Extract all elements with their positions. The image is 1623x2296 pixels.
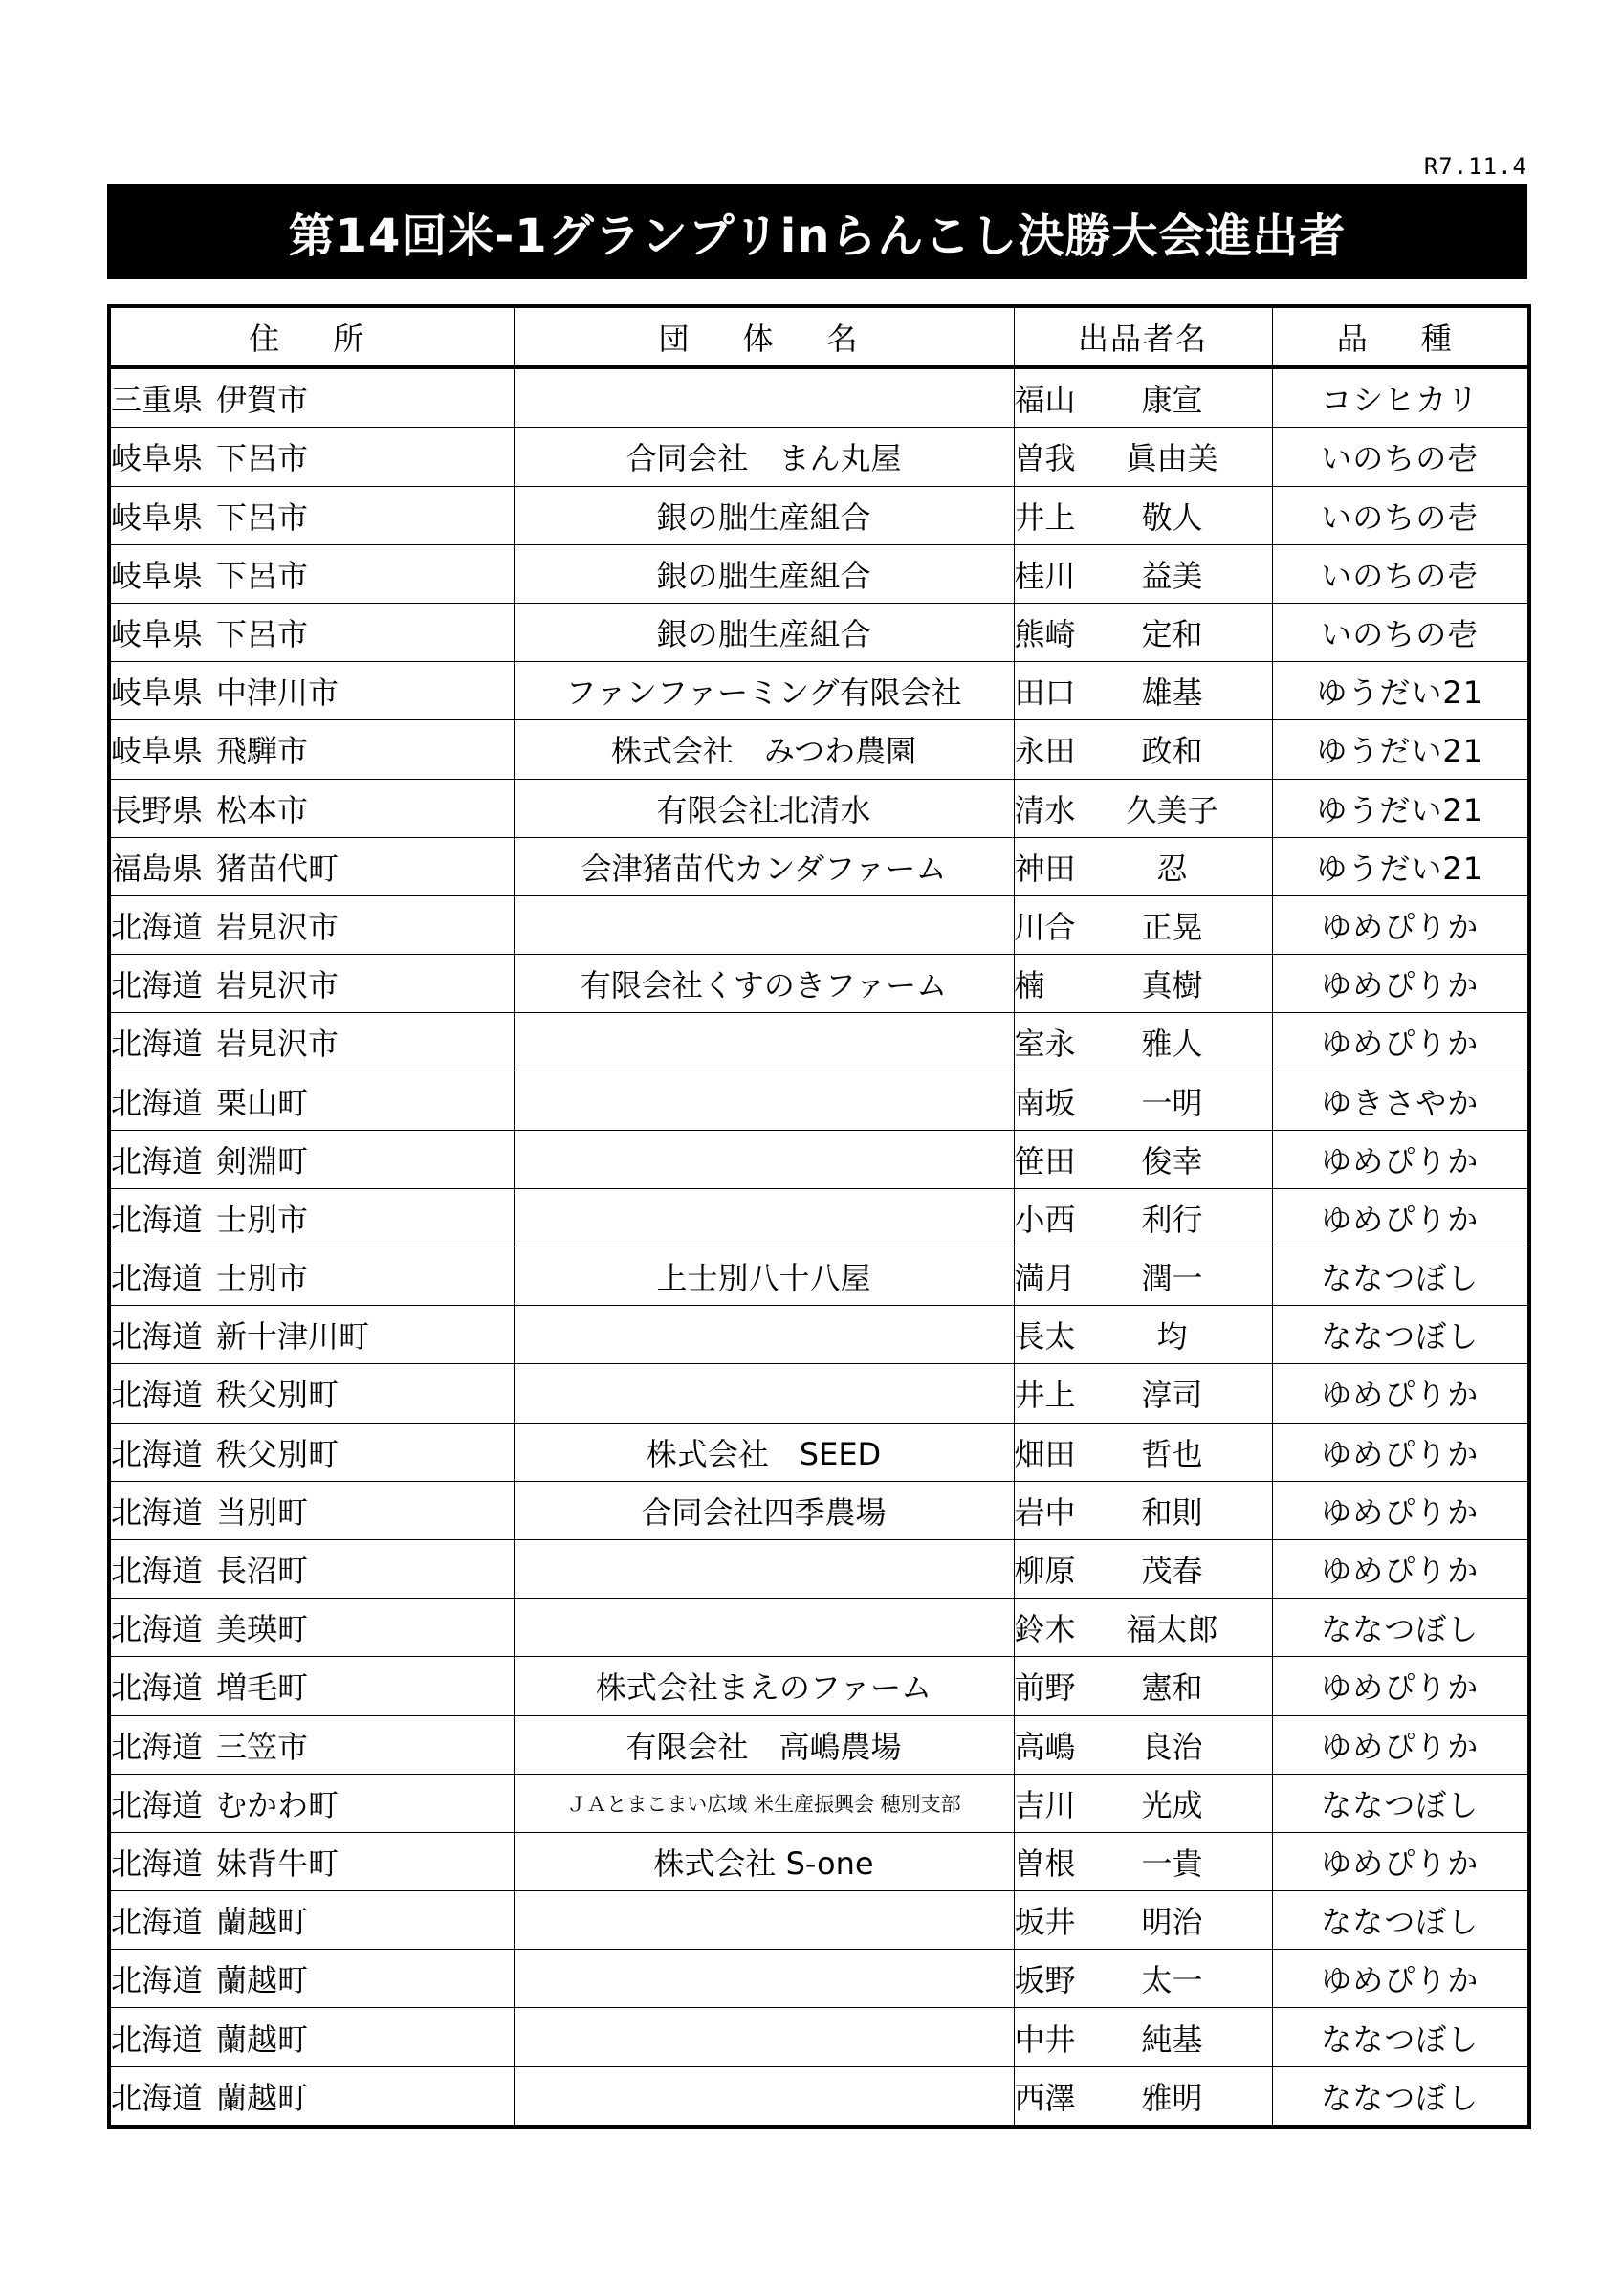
organization-cell: ファンファーミング有限会社 [514, 662, 1014, 720]
address-cell [109, 603, 514, 661]
variety-cell: ななつぼし [1272, 2008, 1529, 2066]
organization-cell: 有限会社くすのきファーム [514, 955, 1014, 1013]
organization-cell [514, 367, 1014, 428]
exhibitor-name-cell [1014, 1891, 1272, 1950]
address-cell [109, 367, 514, 428]
exhibitor-name-cell [1014, 1481, 1272, 1539]
exhibitor-name-cell [1014, 367, 1272, 428]
city: 松本市 [216, 791, 309, 828]
exhibitor-name-cell [1014, 720, 1272, 779]
table-row [109, 1774, 1529, 1832]
given-name: 康宣 [1141, 382, 1203, 419]
table-row [109, 1188, 1529, 1247]
prefecture: 岐阜県 [111, 674, 204, 712]
table-row [109, 1891, 1529, 1950]
variety-cell: ゆめぴりか [1272, 1130, 1529, 1188]
family-name: 桂川 [1014, 557, 1076, 594]
variety-cell: ゆめぴりか [1272, 1715, 1529, 1774]
family-name: 南坂 [1014, 1084, 1076, 1121]
given-name: 雅人 [1141, 1026, 1203, 1063]
table-row [109, 367, 1529, 428]
family-name: 坂野 [1014, 1962, 1076, 1999]
family-name: 畑田 [1014, 1435, 1076, 1472]
city: 増毛町 [216, 1669, 309, 1707]
city: 美瑛町 [216, 1611, 309, 1648]
address-cell [109, 486, 514, 544]
table-header-row [109, 306, 1529, 367]
variety-cell: ゆめぴりか [1272, 1364, 1529, 1423]
organization-cell [514, 1539, 1014, 1598]
organization-cell [514, 1188, 1014, 1247]
variety-cell: ゆうだい21 [1272, 837, 1529, 895]
variety-cell: ななつぼし [1272, 1774, 1529, 1832]
address-cell [109, 1071, 514, 1130]
exhibitor-name-cell [1014, 955, 1272, 1013]
variety-cell: ゆめぴりか [1272, 895, 1529, 954]
given-name: 和則 [1141, 1493, 1203, 1531]
family-name: 室永 [1014, 1026, 1076, 1063]
address-cell [109, 1247, 514, 1306]
table-row [109, 1481, 1529, 1539]
prefecture: 北海道 [111, 1142, 204, 1180]
given-name: 福太郎 [1126, 1611, 1218, 1648]
variety-cell: ゆめぴりか [1272, 1188, 1529, 1247]
city: 士別市 [216, 1260, 309, 1297]
table-row [109, 662, 1529, 720]
organization-cell [514, 1950, 1014, 2008]
address-cell [109, 1481, 514, 1539]
variety-cell: ゆめぴりか [1272, 1539, 1529, 1598]
prefecture: 岐阜県 [111, 733, 204, 770]
address-cell [109, 1715, 514, 1774]
given-name: 正晃 [1141, 908, 1203, 945]
prefecture: 北海道 [111, 1962, 204, 1999]
city: 三笠市 [216, 1728, 309, 1765]
prefecture: 北海道 [111, 1553, 204, 1590]
given-name: 益美 [1141, 557, 1203, 594]
organization-cell: 会津猪苗代カンダファーム [514, 837, 1014, 895]
table-row [109, 603, 1529, 661]
table-row [109, 1423, 1529, 1481]
title-banner [107, 184, 1527, 279]
given-name: 茂春 [1141, 1553, 1203, 1590]
variety-cell: ゆめぴりか [1272, 1950, 1529, 2008]
family-name: 福山 [1014, 382, 1076, 419]
address-cell [109, 1832, 514, 1890]
variety-cell: ゆうだい21 [1272, 720, 1529, 779]
table-row [109, 1599, 1529, 1657]
family-name: 川合 [1014, 908, 1076, 945]
table-row [109, 2008, 1529, 2066]
exhibitor-name-cell [1014, 837, 1272, 895]
table-row [109, 895, 1529, 954]
organization-cell [514, 1013, 1014, 1071]
prefecture: 岐阜県 [111, 498, 204, 536]
organization-cell [514, 895, 1014, 954]
exhibitor-name-cell [1014, 1130, 1272, 1188]
table-row [109, 1071, 1529, 1130]
header-organization: 団 体 名 [514, 306, 1014, 367]
exhibitor-name-cell [1014, 1013, 1272, 1071]
organization-cell [514, 1599, 1014, 1657]
exhibitor-name-cell [1014, 1071, 1272, 1130]
exhibitor-name-cell [1014, 1657, 1272, 1715]
prefecture: 北海道 [111, 1084, 204, 1121]
family-name: 満月 [1014, 1260, 1076, 1297]
given-name: 真樹 [1141, 967, 1203, 1004]
family-name: 曽根 [1014, 1844, 1076, 1882]
finalists-table [107, 304, 1531, 2129]
given-name: 淳司 [1141, 1377, 1203, 1414]
variety-cell: コシヒカリ [1272, 367, 1529, 428]
organization-cell: 合同会社四季農場 [514, 1481, 1014, 1539]
variety-cell: ななつぼし [1272, 1306, 1529, 1364]
exhibitor-name-cell [1014, 603, 1272, 661]
exhibitor-name-cell [1014, 1599, 1272, 1657]
address-cell [109, 428, 514, 486]
prefecture: 北海道 [111, 1611, 204, 1648]
header-variety: 品 種 [1272, 306, 1529, 367]
address-cell [109, 1188, 514, 1247]
prefecture: 長野県 [111, 791, 204, 828]
variety-cell: いのちの壱 [1272, 486, 1529, 544]
given-name: 一明 [1141, 1084, 1203, 1121]
prefecture: 北海道 [111, 1201, 204, 1238]
family-name: 熊崎 [1014, 616, 1076, 653]
variety-cell: ゆめぴりか [1272, 1832, 1529, 1890]
prefecture: 北海道 [111, 1786, 204, 1823]
family-name: 中井 [1014, 2020, 1076, 2058]
address-cell [109, 2066, 514, 2127]
organization-cell: 合同会社 まん丸屋 [514, 428, 1014, 486]
header-exhibitor-name: 出品者名 [1014, 306, 1272, 367]
family-name: 井上 [1014, 1377, 1076, 1414]
address-cell [109, 955, 514, 1013]
prefecture: 北海道 [111, 1435, 204, 1472]
exhibitor-name-cell [1014, 1306, 1272, 1364]
city: 蘭越町 [216, 1904, 309, 1941]
city: 蘭越町 [216, 1962, 309, 1999]
prefecture: 岐阜県 [111, 440, 204, 477]
variety-cell: ななつぼし [1272, 2066, 1529, 2127]
address-cell [109, 895, 514, 954]
variety-cell: ななつぼし [1272, 1247, 1529, 1306]
prefecture: 北海道 [111, 1026, 204, 1063]
organization-cell: 株式会社 みつわ農園 [514, 720, 1014, 779]
city: 蘭越町 [216, 2079, 309, 2116]
given-name: 定和 [1141, 616, 1203, 653]
exhibitor-name-cell [1014, 1188, 1272, 1247]
prefecture: 福島県 [111, 850, 204, 887]
given-name: 憲和 [1141, 1669, 1203, 1707]
variety-cell: ななつぼし [1272, 1891, 1529, 1950]
exhibitor-name-cell [1014, 779, 1272, 837]
table-row [109, 1013, 1529, 1071]
family-name: 岩中 [1014, 1493, 1076, 1531]
address-cell [109, 1891, 514, 1950]
prefecture: 北海道 [111, 1318, 204, 1356]
city: むかわ町 [216, 1786, 340, 1823]
organization-cell [514, 1891, 1014, 1950]
given-name: 敬人 [1141, 498, 1203, 536]
table-row [109, 1832, 1529, 1890]
exhibitor-name-cell [1014, 1247, 1272, 1306]
address-cell [109, 1130, 514, 1188]
family-name: 高嶋 [1014, 1728, 1076, 1765]
exhibitor-name-cell [1014, 486, 1272, 544]
city: 岩見沢市 [216, 967, 340, 1004]
organization-cell [514, 1071, 1014, 1130]
given-name: 哲也 [1141, 1435, 1203, 1472]
given-name: 潤一 [1141, 1260, 1203, 1297]
family-name: 永田 [1014, 733, 1076, 770]
variety-cell: いのちの壱 [1272, 544, 1529, 603]
prefecture: 岐阜県 [111, 557, 204, 594]
exhibitor-name-cell [1014, 1950, 1272, 2008]
family-name: 曽我 [1014, 440, 1076, 477]
prefecture: 北海道 [111, 1844, 204, 1882]
city: 下呂市 [216, 616, 309, 653]
organization-cell [514, 1130, 1014, 1188]
city: 岩見沢市 [216, 1026, 340, 1063]
prefecture: 北海道 [111, 967, 204, 1004]
given-name: 均 [1156, 1318, 1188, 1356]
prefecture: 北海道 [111, 1669, 204, 1707]
prefecture: 三重県 [111, 382, 204, 419]
family-name: 鈴木 [1014, 1611, 1076, 1648]
prefecture: 北海道 [111, 1904, 204, 1941]
variety-cell: ゆきさやか [1272, 1071, 1529, 1130]
given-name: 俊幸 [1141, 1142, 1203, 1180]
table-row [109, 2066, 1529, 2127]
organization-cell: 株式会社 SEED [514, 1423, 1014, 1481]
organization-cell: ＪＡとまこまい広域 米生産振興会 穂別支部 [514, 1774, 1014, 1832]
family-name: 前野 [1014, 1669, 1076, 1707]
variety-cell: いのちの壱 [1272, 603, 1529, 661]
family-name: 西澤 [1014, 2079, 1076, 2116]
table-row [109, 1950, 1529, 2008]
address-cell [109, 1599, 514, 1657]
address-cell [109, 1539, 514, 1598]
exhibitor-name-cell [1014, 1715, 1272, 1774]
given-name: 良治 [1141, 1728, 1203, 1765]
given-name: 太一 [1141, 1962, 1203, 1999]
exhibitor-name-cell [1014, 1774, 1272, 1832]
table-row [109, 428, 1529, 486]
city: 伊賀市 [216, 382, 309, 419]
variety-cell: ゆめぴりか [1272, 1013, 1529, 1071]
city: 下呂市 [216, 557, 309, 594]
exhibitor-name-cell [1014, 1539, 1272, 1598]
exhibitor-name-cell [1014, 2066, 1272, 2127]
prefecture: 北海道 [111, 1493, 204, 1531]
address-cell [109, 837, 514, 895]
address-cell [109, 2008, 514, 2066]
exhibitor-name-cell [1014, 662, 1272, 720]
exhibitor-name-cell [1014, 1423, 1272, 1481]
address-cell [109, 779, 514, 837]
family-name: 坂井 [1014, 1904, 1076, 1941]
organization-cell: 銀の朏生産組合 [514, 603, 1014, 661]
address-cell [109, 1306, 514, 1364]
given-name: 雄基 [1141, 674, 1203, 712]
organization-cell: 有限会社 高嶋農場 [514, 1715, 1014, 1774]
address-cell [109, 1423, 514, 1481]
variety-cell: ゆうだい21 [1272, 662, 1529, 720]
exhibitor-name-cell [1014, 1832, 1272, 1890]
organization-cell [514, 1306, 1014, 1364]
city: 猪苗代町 [216, 850, 340, 887]
exhibitor-name-cell [1014, 544, 1272, 603]
variety-cell: ゆめぴりか [1272, 1657, 1529, 1715]
variety-cell: ゆめぴりか [1272, 955, 1529, 1013]
address-cell [109, 720, 514, 779]
variety-cell: いのちの壱 [1272, 428, 1529, 486]
city: 飛騨市 [216, 733, 309, 770]
city: 蘭越町 [216, 2020, 309, 2058]
address-cell [109, 1364, 514, 1423]
given-name: 眞由美 [1126, 440, 1218, 477]
header-address: 住 所 [109, 306, 514, 367]
family-name: 田口 [1014, 674, 1076, 712]
city: 秩父別町 [216, 1377, 340, 1414]
city: 士別市 [216, 1201, 309, 1238]
city: 長沼町 [216, 1553, 309, 1590]
variety-cell: ゆめぴりか [1272, 1481, 1529, 1539]
address-cell [109, 1950, 514, 2008]
table-row [109, 1715, 1529, 1774]
document-date: R7.11.4 [1423, 153, 1527, 180]
table-row [109, 1539, 1529, 1598]
table-row [109, 1657, 1529, 1715]
table-row [109, 1130, 1529, 1188]
address-cell [109, 1657, 514, 1715]
given-name: 政和 [1141, 733, 1203, 770]
family-name: 長太 [1014, 1318, 1076, 1356]
address-cell [109, 1774, 514, 1832]
organization-cell: 有限会社北清水 [514, 779, 1014, 837]
city: 下呂市 [216, 498, 309, 536]
city: 妹背牛町 [216, 1844, 340, 1882]
family-name: 井上 [1014, 498, 1076, 536]
organization-cell: 上士別八十八屋 [514, 1247, 1014, 1306]
table-row [109, 1306, 1529, 1364]
address-cell [109, 544, 514, 603]
city: 新十津川町 [216, 1318, 370, 1356]
table-row [109, 779, 1529, 837]
organization-cell: 銀の朏生産組合 [514, 486, 1014, 544]
family-name: 楠 [1014, 967, 1045, 1004]
exhibitor-name-cell [1014, 1364, 1272, 1423]
given-name: 光成 [1141, 1786, 1203, 1823]
organization-cell: 銀の朏生産組合 [514, 544, 1014, 603]
family-name: 神田 [1014, 850, 1076, 887]
variety-cell: ゆめぴりか [1272, 1423, 1529, 1481]
given-name: 純基 [1141, 2020, 1203, 2058]
family-name: 小西 [1014, 1201, 1076, 1238]
prefecture: 北海道 [111, 1377, 204, 1414]
table-row [109, 720, 1529, 779]
prefecture: 北海道 [111, 1728, 204, 1765]
exhibitor-name-cell [1014, 2008, 1272, 2066]
given-name: 雅明 [1141, 2079, 1203, 2116]
family-name: 吉川 [1014, 1786, 1076, 1823]
organization-cell [514, 2008, 1014, 2066]
city: 下呂市 [216, 440, 309, 477]
address-cell [109, 662, 514, 720]
exhibitor-name-cell [1014, 895, 1272, 954]
prefecture: 北海道 [111, 2020, 204, 2058]
family-name: 柳原 [1014, 1553, 1076, 1590]
given-name: 利行 [1141, 1201, 1203, 1238]
variety-cell: ゆうだい21 [1272, 779, 1529, 837]
prefecture: 北海道 [111, 1260, 204, 1297]
city: 中津川市 [216, 674, 340, 712]
table-body [109, 367, 1529, 2127]
given-name: 久美子 [1126, 791, 1218, 828]
given-name: 忍 [1156, 850, 1188, 887]
page-title: 第14回米-1グランプリinらんこし決勝大会進出者 [288, 209, 1347, 263]
organization-cell [514, 1364, 1014, 1423]
city: 当別町 [216, 1493, 309, 1531]
table-row [109, 955, 1529, 1013]
given-name: 一貴 [1141, 1844, 1203, 1882]
prefecture: 岐阜県 [111, 616, 204, 653]
prefecture: 北海道 [111, 908, 204, 945]
family-name: 清水 [1014, 791, 1076, 828]
given-name: 明治 [1141, 1904, 1203, 1941]
organization-cell [514, 2066, 1014, 2127]
organization-cell: 株式会社まえのファーム [514, 1657, 1014, 1715]
exhibitor-name-cell [1014, 428, 1272, 486]
table-row [109, 486, 1529, 544]
table-row [109, 837, 1529, 895]
organization-cell: 株式会社 S-one [514, 1832, 1014, 1890]
city: 栗山町 [216, 1084, 309, 1121]
city: 剣淵町 [216, 1142, 309, 1180]
address-cell [109, 1013, 514, 1071]
city: 岩見沢市 [216, 908, 340, 945]
family-name: 笹田 [1014, 1142, 1076, 1180]
table-row [109, 1364, 1529, 1423]
variety-cell: ななつぼし [1272, 1599, 1529, 1657]
city: 秩父別町 [216, 1435, 340, 1472]
table-row [109, 544, 1529, 603]
table-row [109, 1247, 1529, 1306]
prefecture: 北海道 [111, 2079, 204, 2116]
